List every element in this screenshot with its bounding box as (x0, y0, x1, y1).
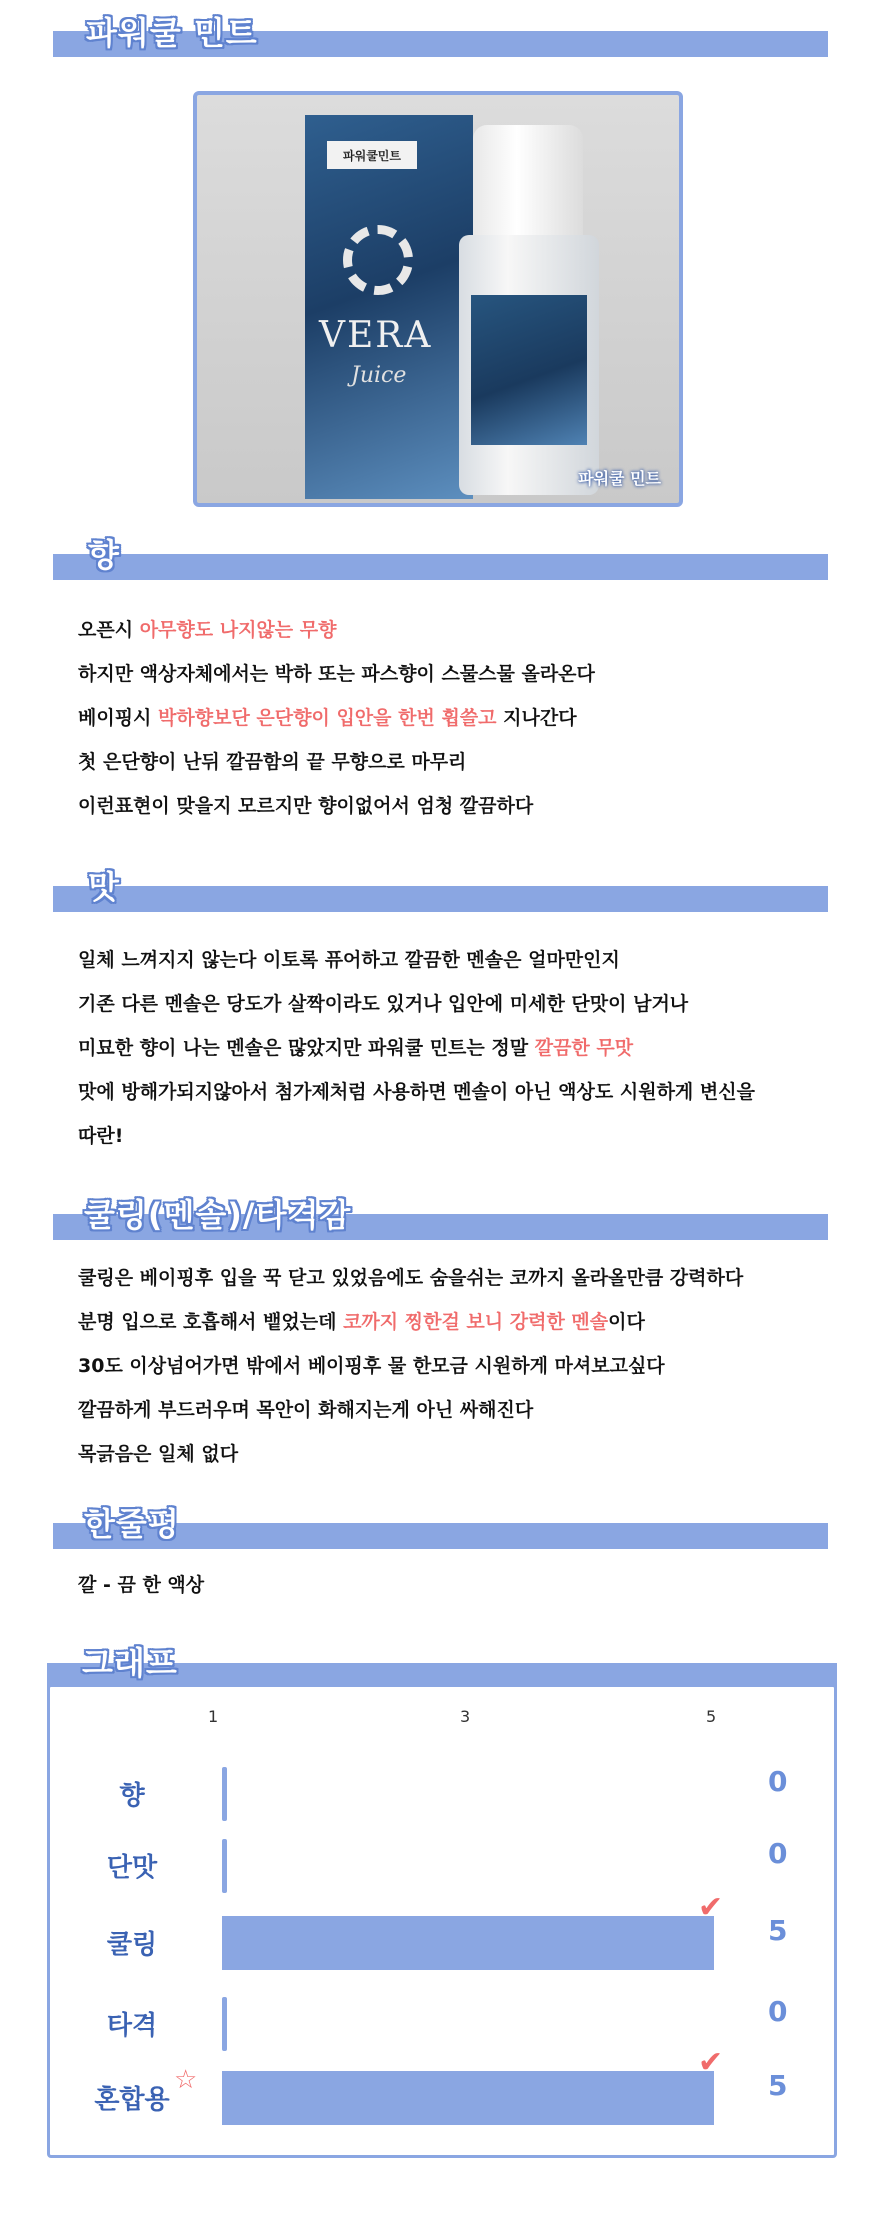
category-label: 타격 (106, 2011, 158, 2041)
text-line (78, 1033, 633, 1060)
checkmark-icon: ✔ (698, 2045, 724, 2080)
bar (222, 1916, 714, 1970)
highlighted-text: 아무향도 나지않는 무향 (139, 619, 337, 641)
text-line (78, 747, 466, 774)
highlighted-text: 박하향보단 은단향이 입안을 한번 휩쓸고 (158, 707, 497, 729)
text-line (78, 989, 688, 1016)
scale-tick-label: 1 (208, 1707, 219, 1726)
value-label: 0 (768, 1837, 788, 1870)
category-label: 단맛 (106, 1853, 158, 1883)
plain-text: 기존 다른 멘솔은 당도가 살짝이라도 있거나 입안에 미세한 단맛이 남거나 (78, 993, 689, 1015)
highlighted-text: 코까지 찡한걸 보니 강력한 멘솔 (343, 1311, 609, 1333)
brand-sub-logo-text: Juice (351, 363, 407, 388)
scale-tick-label: 5 (706, 1707, 717, 1726)
summary-heading: 한줄평 (84, 1505, 180, 1543)
graph-heading: 그래프 (82, 1644, 178, 1682)
highlighted-text: 깔끔한 무맛 (534, 1037, 634, 1059)
plain-text: 일체 느껴지지 않는다 이토록 퓨어하고 깔끔한 멘솔은 얼마만인지 (78, 949, 620, 971)
text-line (78, 1395, 533, 1422)
bar (222, 2071, 714, 2125)
text-line (78, 615, 336, 642)
summary-text: 깔 - 끔 한 액상 (78, 1574, 205, 1596)
text-line (78, 1077, 755, 1104)
value-label: 5 (768, 2069, 788, 2102)
plain-text: 하지만 액상자체에서는 박하 또는 파스향이 스물스물 올라온다 (78, 663, 595, 685)
plain-text: 깔끔하게 부드러우며 목안이 화해지는게 아닌 싸해진다 (78, 1399, 534, 1421)
text-line (78, 703, 577, 730)
category-label: 향 (119, 1781, 145, 1811)
page-title: 파워쿨 민트 (86, 14, 258, 52)
zero-bar (222, 1839, 227, 1893)
rating-chart (47, 1684, 837, 2158)
aroma-header-bar (53, 554, 828, 580)
taste-header-bar (53, 886, 828, 912)
category-label: 혼합용 (94, 2085, 170, 2115)
plain-text: 베이핑시 (78, 707, 159, 729)
product-box (305, 115, 473, 499)
value-label: 0 (768, 1995, 788, 2028)
text-line (78, 1351, 665, 1378)
text-line (78, 945, 620, 972)
zero-bar (222, 1767, 227, 1821)
star-icon: ☆ (174, 2065, 198, 2095)
bottle-cap (473, 125, 583, 245)
product-photo (193, 91, 683, 507)
zero-bar (222, 1997, 227, 2051)
plain-text: 이다 (608, 1311, 645, 1333)
bottle-label (471, 295, 587, 445)
cooling-heading: 쿨링(멘솔)/타격감 (84, 1196, 352, 1234)
plain-text: 분명 입으로 호흡해서 뱉었는데 (78, 1311, 344, 1333)
aroma-heading: 향 (88, 536, 120, 574)
text-line (78, 1121, 123, 1148)
plain-text: 목긁음은 일체 없다 (78, 1443, 239, 1465)
plain-text: 쿨링은 베이핑후 입을 꾹 닫고 있었음에도 숨을쉬는 코까지 올라올만큼 강력하다 (78, 1267, 744, 1289)
scale-tick-label: 3 (460, 1707, 471, 1726)
value-label: 0 (768, 1765, 788, 1798)
text-line (78, 1439, 238, 1466)
text-line (78, 1307, 645, 1334)
gear-logo-icon (343, 225, 413, 295)
text-line (78, 1263, 743, 1290)
box-label: 파워쿨민트 (327, 141, 417, 169)
plain-text: 30도 이상넘어가면 밖에서 베이핑후 물 한모금 시원하게 마셔보고싶다 (78, 1355, 665, 1377)
value-label: 5 (768, 1914, 788, 1947)
plain-text: 첫 은단향이 난뒤 깔끔함의 끝 무향으로 마무리 (78, 751, 467, 773)
photo-caption: 파워쿨 민트 (578, 469, 661, 488)
plain-text: 이런표현이 맞을지 모르지만 향이없어서 엄청 깔끔하다 (78, 795, 534, 817)
brand-logo-text: VERA (319, 315, 433, 356)
plain-text: 따란! (78, 1125, 124, 1147)
taste-heading: 맛 (88, 868, 120, 906)
category-label: 쿨링 (106, 1930, 158, 1960)
plain-text: 미묘한 향이 나는 멘솔은 많았지만 파워쿨 민트는 정말 (78, 1037, 535, 1059)
text-line (78, 659, 595, 686)
plain-text: 맛에 방해가되지않아서 첨가제처럼 사용하면 멘솔이 아닌 액상도 시원하게 변신을 (78, 1081, 755, 1103)
plain-text: 오픈시 (78, 619, 140, 641)
text-line (78, 791, 533, 818)
bottle (459, 235, 599, 495)
plain-text: 지나간다 (496, 707, 577, 729)
checkmark-icon: ✔ (698, 1890, 724, 1925)
